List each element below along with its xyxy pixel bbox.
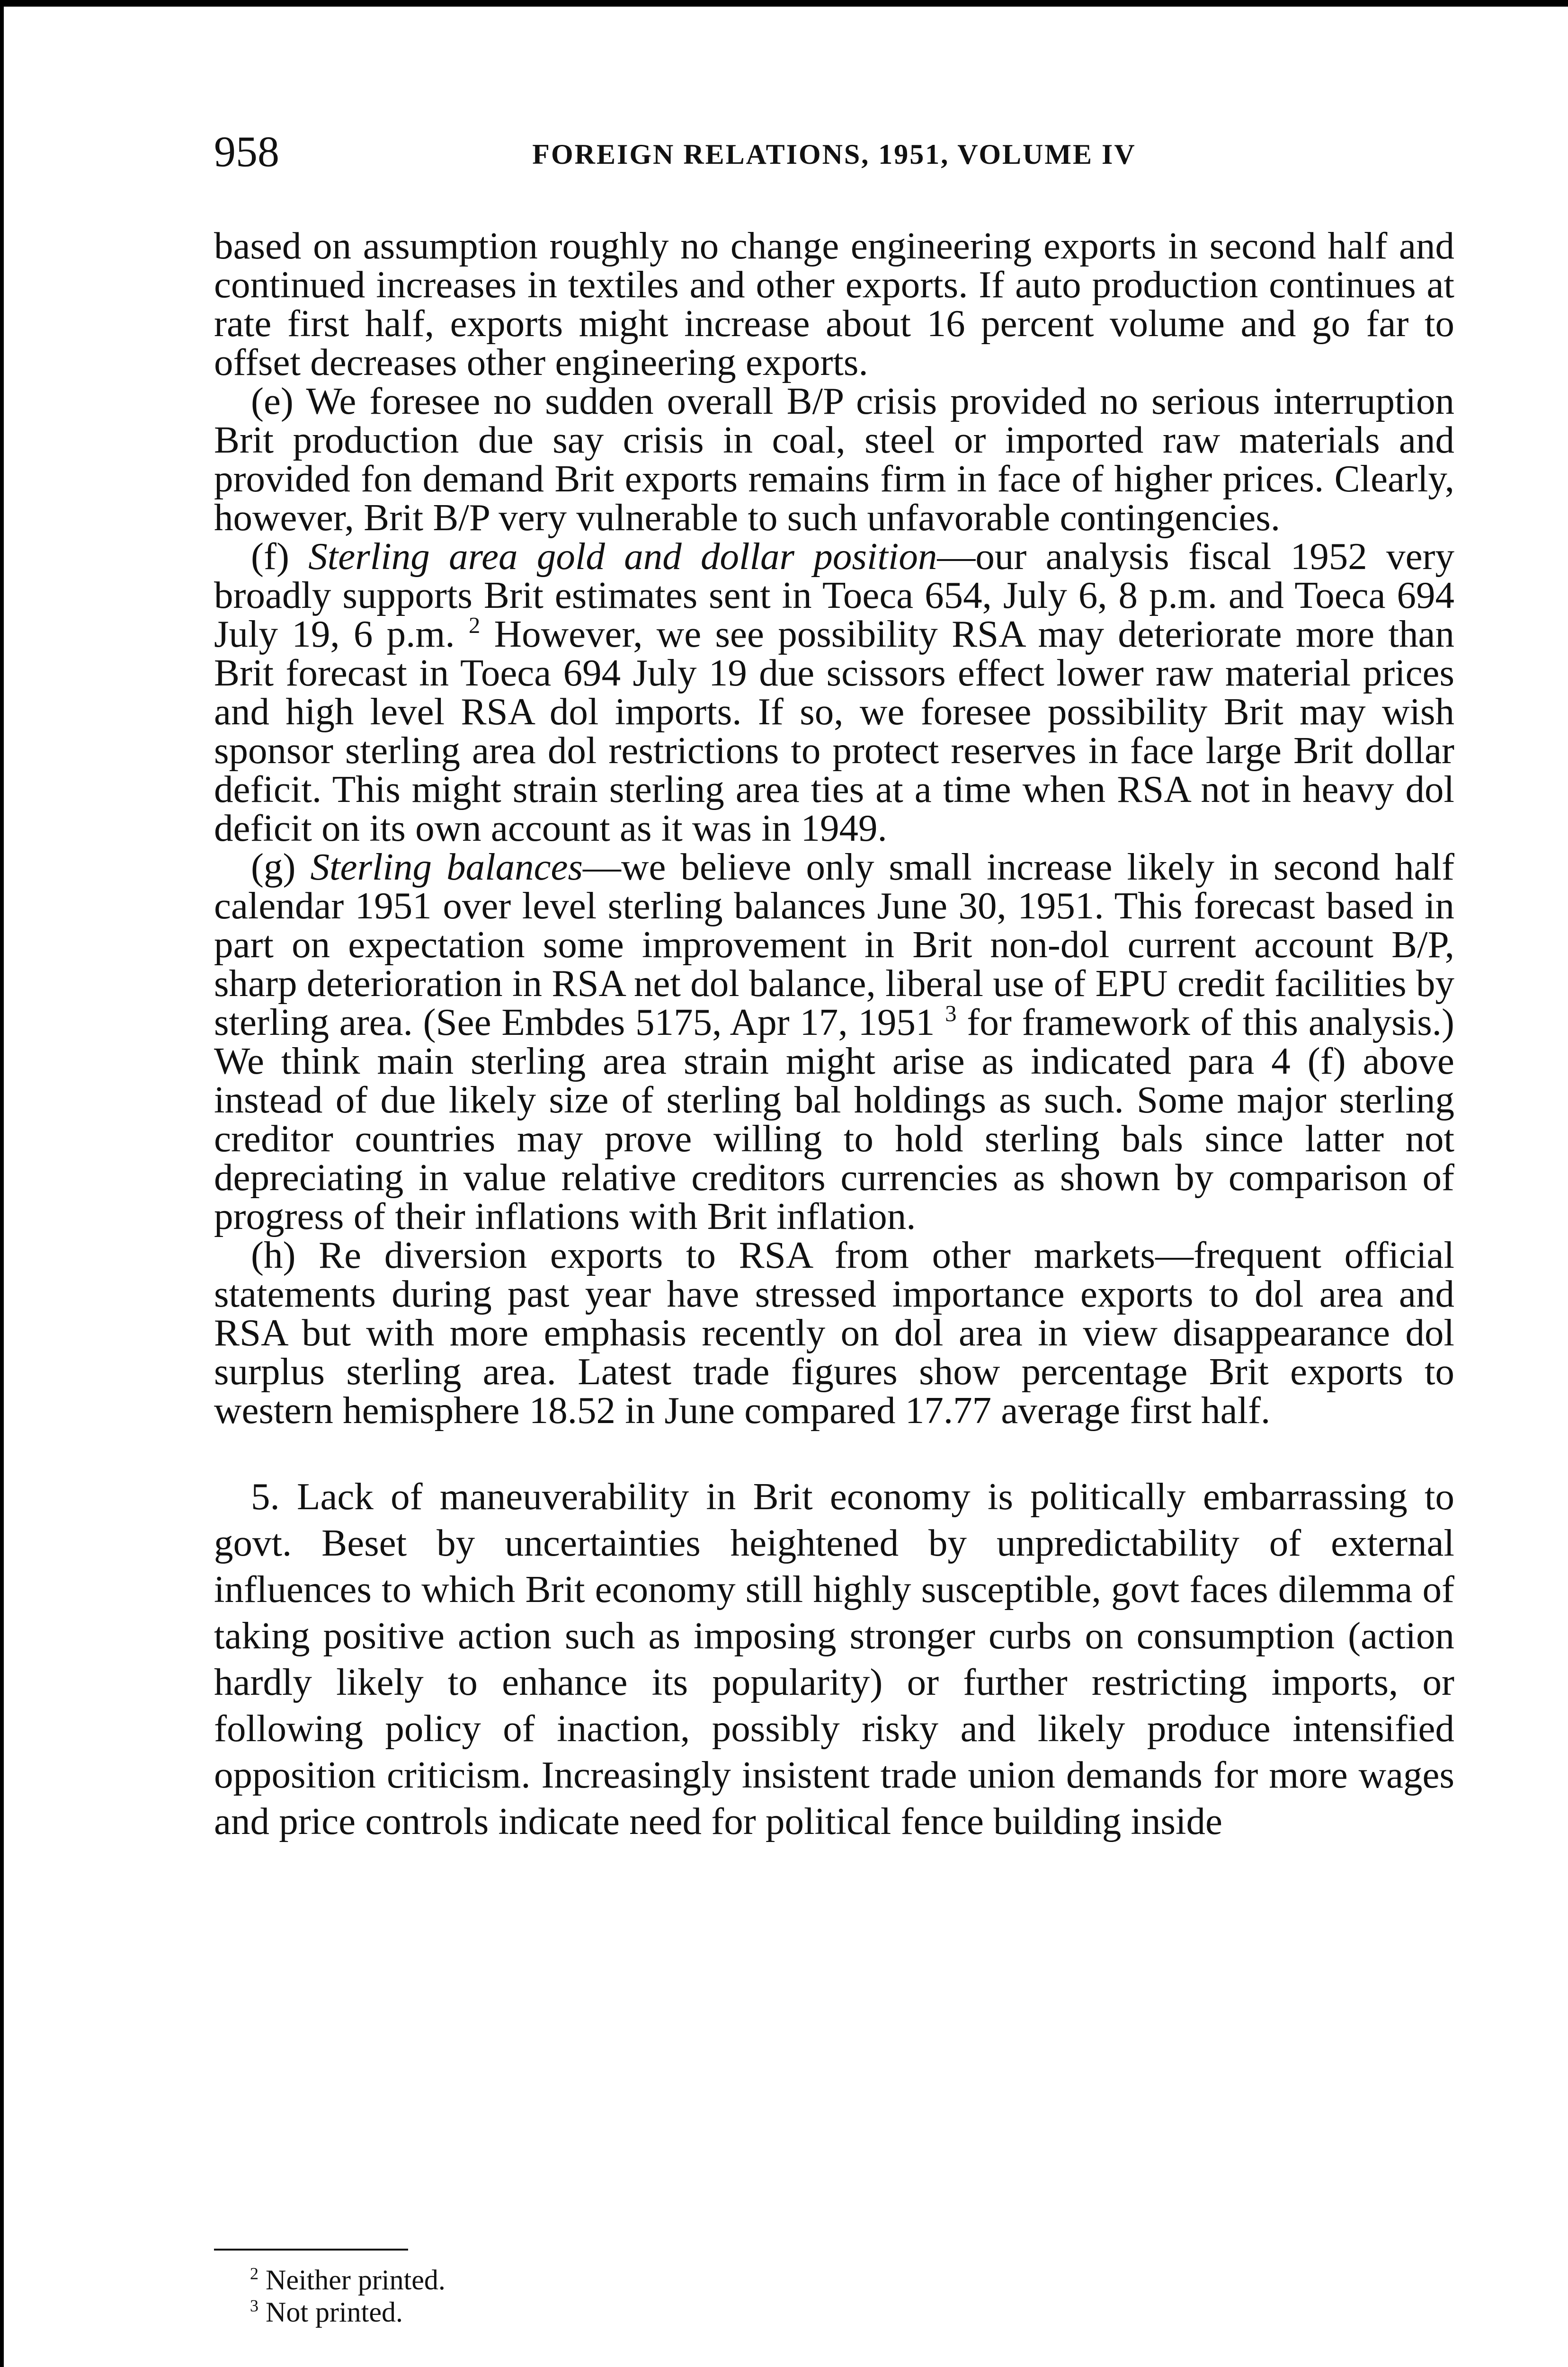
paragraph-g-label: (g) <box>251 845 311 888</box>
paragraph-g-title: Sterling balances <box>310 845 583 888</box>
paragraph-h: (h) Re diversion exports to RSA from other markets—frequent official statements during past year have stressed importance exports to dol area and RSA but with more emphasis recently on dol area in view disappearance dol surplus sterling area. Latest trade figures show percentage Brit exports to western hemisphere 18.52 in June compared 17.77 average first half. <box>214 1234 1454 1432</box>
page-number: 958 <box>214 127 279 176</box>
paragraph-f-label: (f) <box>251 535 309 578</box>
paragraph-continued: based on assumption roughly no change engineering exports in second half and continued increases in textiles and other exports. If auto production continues at rate first half, exports might increase about 16 percent volume and go far to offset decreases other engineering exports. <box>214 224 1454 383</box>
paragraph-f <box>214 537 1454 847</box>
page-header <box>214 128 1454 185</box>
footnote-number: 2 <box>250 2264 258 2283</box>
footnote-2 <box>250 2264 1102 2296</box>
footnote-ref-2[interactable]: 2 <box>469 612 481 638</box>
footnotes <box>250 2264 1102 2328</box>
footnote-text: Neither printed. <box>258 2264 445 2296</box>
footnote-3 <box>250 2296 1102 2328</box>
footnote-number: 3 <box>250 2296 258 2315</box>
paragraph-g-text-b: for framework of this analysis.) We think main sterling area strain might arise as indicated para 4 (f) above instead of due likely size of sterling bal holdings as such. Some major sterling creditor countries may prove willing to hold sterling bals since latter not depreciating in value relative creditors currencies as shown by comparison of progress of their inflations with Brit inflation. <box>214 1001 1455 1237</box>
running-head: FOREIGN RELATIONS, 1951, VOLUME IV <box>532 139 1136 170</box>
document-body <box>214 226 1454 1844</box>
paragraph-5: 5. Lack of maneuverability in Brit economy is politically embarrassing to govt. Beset by uncertainties heightened by unpredictability of external influences to which Brit economy still highly susceptible, govt faces dilemma of taking positive action such as imposing stronger curbs on consumption (action hardly likely to enhance its popularity) or further restricting imports, or following policy of inaction, possibly risky and likely produce intensified opposition criticism. Increasingly insistent trade union demands for more wages and price controls indicate need for political fence building inside <box>214 1475 1454 1842</box>
paragraph-g-text-a: —we believe only small increase likely in second half calendar 1951 over level sterling balances June 30, 1951. This forecast based in part on expectation some improvement in Brit non-dol current account B/P, sharp deterioration in RSA net dol balance, liberal use of EPU credit facilities by sterling area. (See Embdes 5175, Apr 17, 1951 <box>214 845 1455 1043</box>
paragraph-e: (e) We foresee no sudden overall B/P crisis provided no serious interruption Brit production due say crisis in coal, steel or imported raw materials and provided fon demand Brit exports remains firm in face of higher prices. Clearly, however, Brit B/P very vulnerable to such unfavorable contingencies. <box>214 380 1454 539</box>
footnote-text: Not printed. <box>258 2296 403 2328</box>
paragraph-f-title: Sterling area gold and dollar position <box>308 535 937 578</box>
paragraph-g <box>214 847 1454 1236</box>
paragraph-f-text-b: However, we see possibility RSA may deteriorate more than Brit forecast in Toeca 694 July 19 due scissors effect lower raw material prices and high level RSA dol imports. If so, we foresee possibility Brit may wish sponsor sterling area dol restrictions to protect reserves in face large Brit dollar deficit. This might strain sterling area ties at a time when RSA not in heavy dol deficit on its own account as it was in 1949. <box>214 613 1455 849</box>
footnote-ref-3[interactable]: 3 <box>945 1000 957 1026</box>
paragraph-f-text-a: —our analysis fiscal 1952 very broadly supports Brit estimates sent in Toeca 654, July 6, 8 p.m. and Toeca 694 July 19, 6 p.m. <box>214 535 1454 655</box>
footnote-divider <box>214 2249 408 2251</box>
